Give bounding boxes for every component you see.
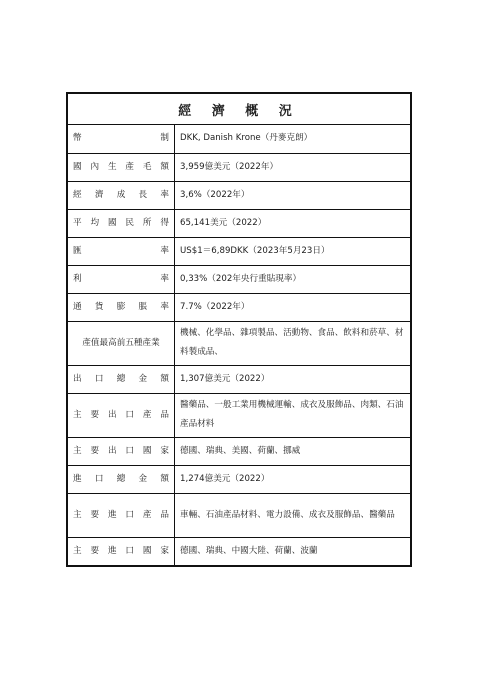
row-label-cell bbox=[68, 465, 175, 493]
table-row bbox=[68, 125, 410, 153]
row-label: 主 要 出 口 國 家 bbox=[73, 445, 169, 456]
row-label-cell bbox=[68, 493, 175, 537]
row-value: 3,959億美元（2022年） bbox=[175, 153, 411, 181]
table-row bbox=[68, 465, 410, 493]
row-value: 3,6%（2022年） bbox=[175, 181, 411, 209]
row-value: 1,274億美元（2022） bbox=[175, 465, 411, 493]
row-label-cell bbox=[68, 209, 175, 237]
table-row bbox=[68, 153, 410, 181]
row-label: 利 率 bbox=[73, 273, 169, 284]
table-row bbox=[68, 321, 410, 365]
table-row bbox=[68, 293, 410, 321]
row-value: 醫藥品、一般工業用機械運輸、成衣及服飾品、肉類、石油產品材料 bbox=[175, 393, 411, 437]
row-value: US$1＝6,89DKK（2023年5月23日） bbox=[175, 237, 411, 265]
row-label: 出 口 總 金 額 bbox=[73, 373, 169, 384]
row-label: 平 均 國 民 所 得 bbox=[73, 217, 169, 228]
row-label: 進 口 總 金 額 bbox=[73, 473, 169, 484]
row-value: 65,141美元（2022） bbox=[175, 209, 411, 237]
row-label: 幣 制 bbox=[73, 133, 169, 144]
row-value: 1,307億美元（2022） bbox=[175, 365, 411, 393]
row-label: 主 要 出 口 產 品 bbox=[73, 409, 169, 420]
row-label-cell bbox=[68, 237, 175, 265]
row-label: 主 要 進 口 產 品 bbox=[73, 509, 169, 520]
row-value: DKK, Danish Krone（丹麥克朗） bbox=[180, 133, 313, 144]
table-row bbox=[68, 365, 410, 393]
row-label-cell bbox=[68, 181, 175, 209]
table-row bbox=[68, 237, 410, 265]
table-row bbox=[68, 437, 410, 465]
row-value: 7.7%（2022年） bbox=[175, 293, 411, 321]
table-row bbox=[68, 493, 410, 537]
row-label: 主 要 進 口 國 家 bbox=[73, 545, 169, 556]
row-label: 產值最高前五種產業 bbox=[82, 337, 160, 348]
row-label: 國 內 生 產 毛 額 bbox=[73, 161, 169, 172]
economy-overview-table-frame bbox=[66, 92, 412, 567]
row-label: 經 濟 成 長 率 bbox=[73, 189, 169, 200]
row-label-cell bbox=[68, 293, 175, 321]
row-value: 德國、瑞典、美國、荷蘭、挪威 bbox=[175, 437, 411, 465]
row-label-cell bbox=[68, 393, 175, 437]
row-label: 匯 率 bbox=[73, 245, 169, 256]
table-title: 經 濟 概 況 bbox=[68, 94, 410, 125]
row-value: 車輛、石油產品材料、電力設備、成衣及服飾品、醫藥品 bbox=[175, 493, 411, 537]
row-label: 通 貨 膨 脹 率 bbox=[73, 301, 169, 312]
row-label-cell bbox=[68, 537, 175, 565]
row-label-cell bbox=[68, 365, 175, 393]
row-value: 0,33%（202年央行重貼現率） bbox=[175, 265, 411, 293]
table-row bbox=[68, 265, 410, 293]
table-row bbox=[68, 537, 410, 565]
economy-overview-table bbox=[68, 125, 410, 565]
row-label-cell bbox=[68, 125, 175, 153]
row-label-cell bbox=[68, 153, 175, 181]
row-value: 機械、化學品、雜項製品、活動物、食品、飲料和菸草、材料製成品、 bbox=[175, 321, 411, 365]
row-label-cell bbox=[68, 321, 175, 365]
table-row bbox=[68, 393, 410, 437]
table-row bbox=[68, 181, 410, 209]
row-value: 德國、瑞典、中國大陸、荷蘭、波蘭 bbox=[175, 537, 411, 565]
row-label-cell bbox=[68, 265, 175, 293]
table-row bbox=[68, 209, 410, 237]
row-label-cell bbox=[68, 437, 175, 465]
